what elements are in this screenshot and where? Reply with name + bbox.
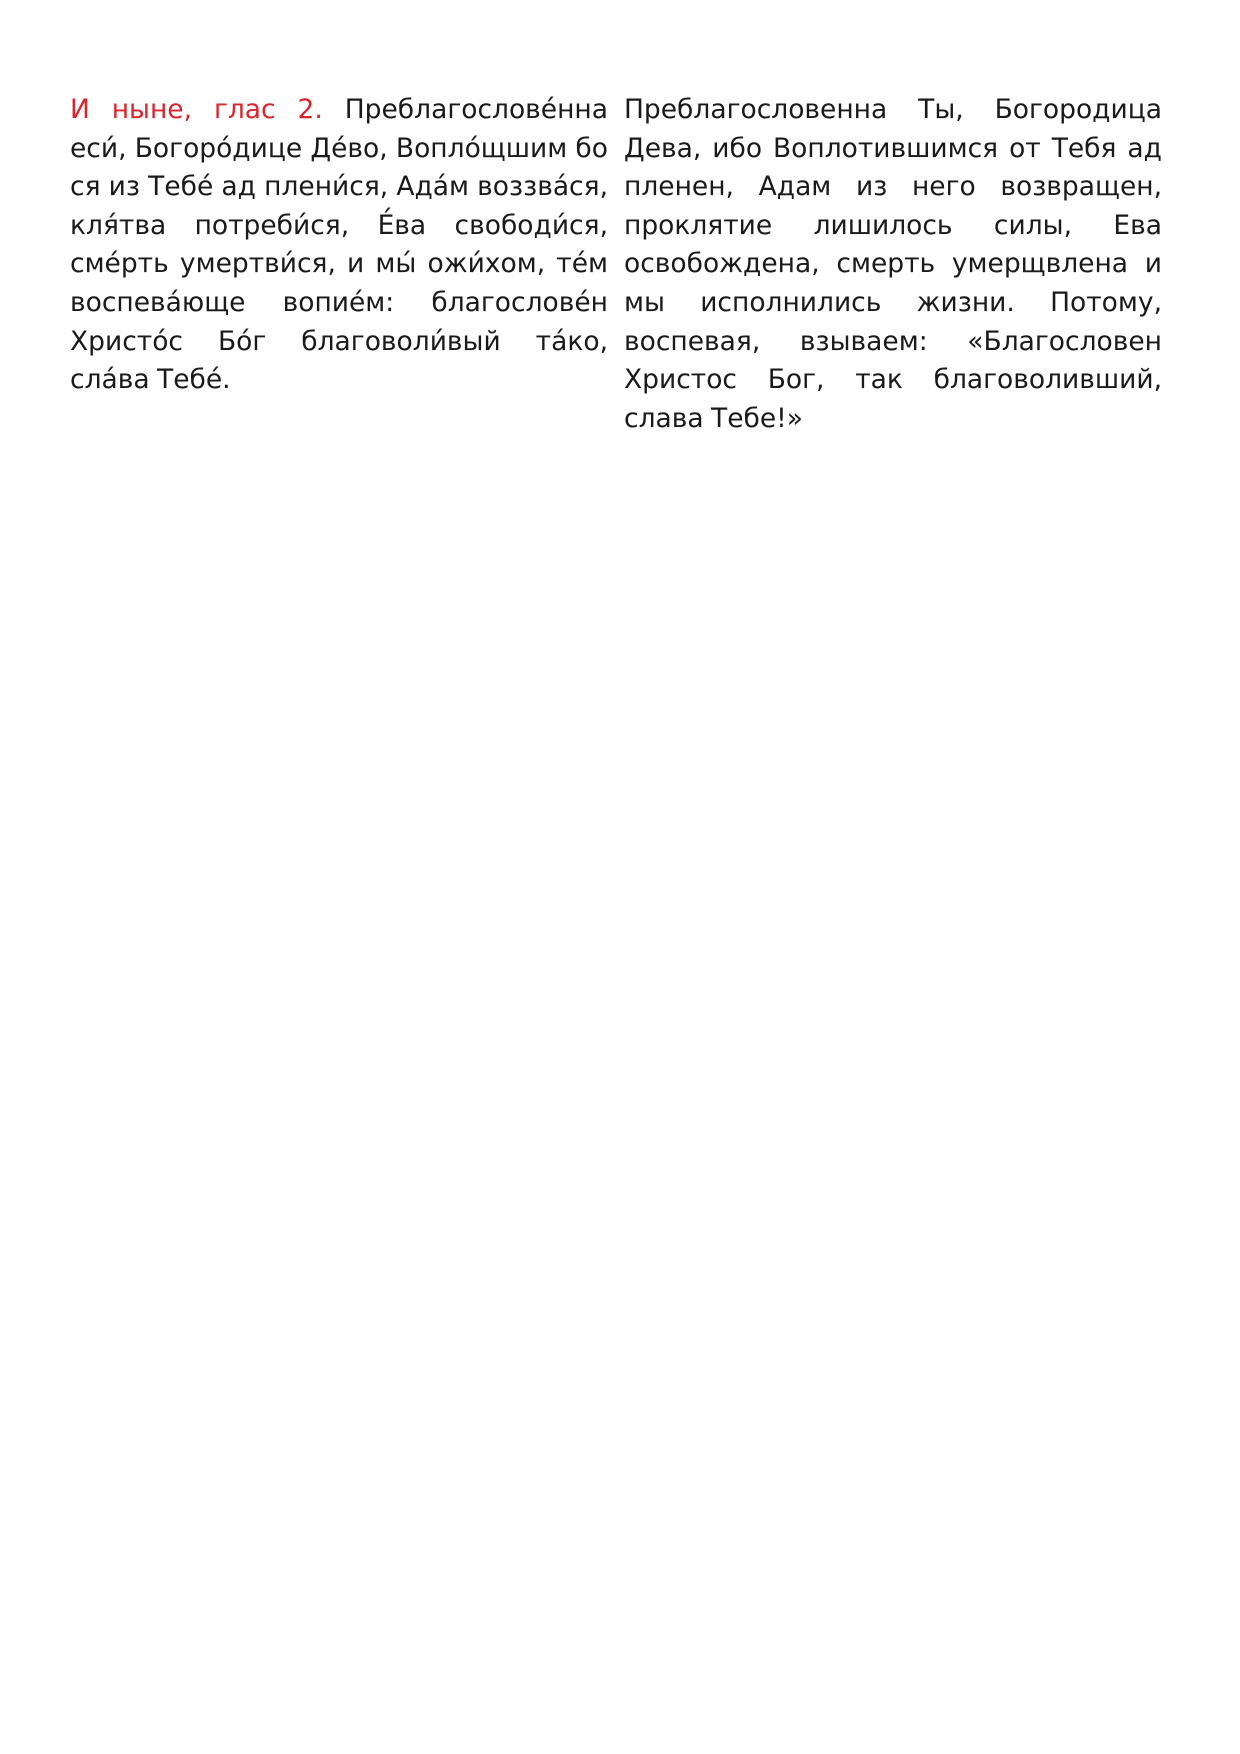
slavonic-text: Преблагослове́нна еси́, Богоро́дице Де́во, Вопло́щшим бо ся из Тебе́ ад плени́ся, Ада́м воззва́ся, кля́тва потреби́ся, Е́ва свободи́ся, сме́рть умертви́ся, и мы́ ожи́хом, те́м воспева́юще вопие́м: благослове́н Христо́с Бо́г благоволи́вый та́ко, сла́ва Тебе́. [70, 94, 608, 396]
translation-text: Преблагословенна Ты, Богородица Дева, ибо Воплотившимся от Тебя ад пленен, Адам из него возвращен, проклятие лишилось силы, Ева освобождена, смерть умерщвлена и мы исполнились жизни. Потому, воспевая, взываем: «Благословен Христос Бог, так благоволивший, слава Тебе!» [624, 94, 1162, 434]
church-slavonic-column [70, 91, 608, 400]
rubric-heading: И ныне, глас 2. [70, 94, 323, 125]
russian-translation-column [624, 91, 1162, 438]
